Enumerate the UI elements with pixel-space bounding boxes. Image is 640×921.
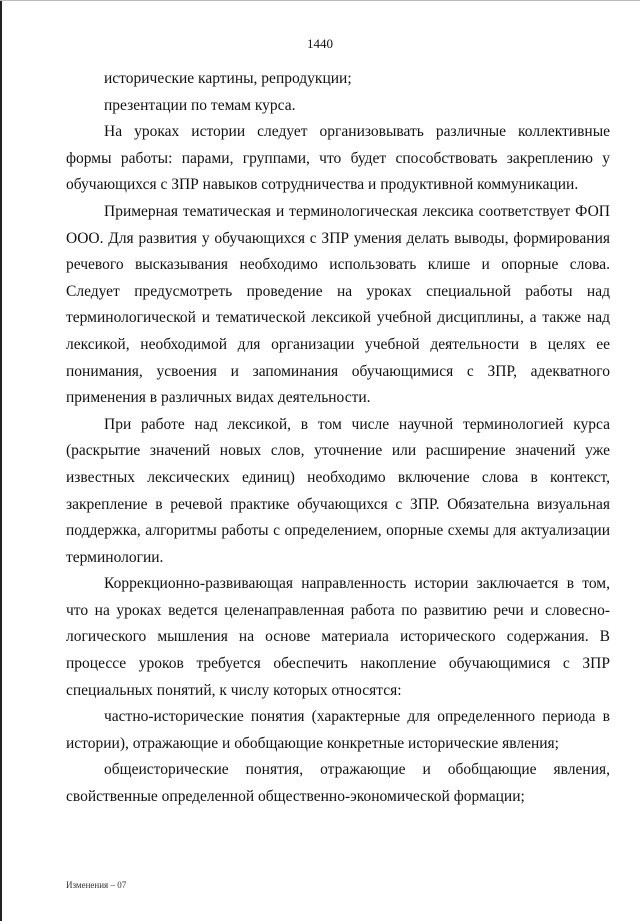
- page-number: 1440: [307, 36, 333, 51]
- paragraph-7: частно-исторические понятия (характерные для определенного периода в истории), отражающие и обобщающие конкретные исторические явления;: [66, 708, 610, 752]
- paragraph-3: На уроках истории следует организовывать различные коллективные формы работы: парами, группами, что будет способствовать закреплению у обучающихся с ЗПР навыков сотрудничества и продуктивной коммуникации.: [66, 123, 610, 194]
- document-body: [66, 66, 610, 811]
- paragraph-2: презентации по темам курса.: [104, 96, 296, 114]
- paragraph-6: Коррекционно-развивающая направленность истории заключается в том, что на уроках ведется целенаправленная работа по развитию речи и словесно-логического мышления на основе материала исторического содержания. В процессе уроков требуется обеспечить накопление обучающимися с ЗПР специальных понятий, к числу которых относятся:: [66, 575, 610, 699]
- paragraph-1: исторические картины, репродукции;: [104, 70, 352, 87]
- paragraph-8: общеисторические понятия, отражающие и обобщающие явления, свойственные определенной общественно-экономической формации;: [66, 761, 610, 806]
- scan-left-edge: [0, 0, 2, 921]
- paragraph-4: Примерная тематическая и терминологическая лексика соответствует ФОП ООО. Для развития у обучающихся с ЗПР умения делать выводы, формирования речевого высказывания необходимо использовать клише и опорные слова. Следует предусмотреть проведение на уроках специальной работы над терминологической и тематической лексикой учебной дисциплины, а также над лексикой, необходимой для организации учебной деятельности в целях ее понимания, усвоения и запоминания обучающимися с ЗПР, адекватного применения в различных видах деятельности.: [66, 202, 610, 407]
- footer-revision-note: Изменения – 07: [66, 880, 127, 890]
- paragraph-5: При работе над лексикой, в том числе научной терминологией курса (раскрытие значений новых слов, уточнение или расширение значений уже известных лексических единиц) необходимо включение слова в контекст, закрепление в речевой практике обучающихся с ЗПР. Обязательна визуальная поддержка, алгоритмы работы с определением, опорные схемы для актуализации терминологии.: [66, 415, 610, 566]
- scan-top-edge: [0, 0, 640, 1]
